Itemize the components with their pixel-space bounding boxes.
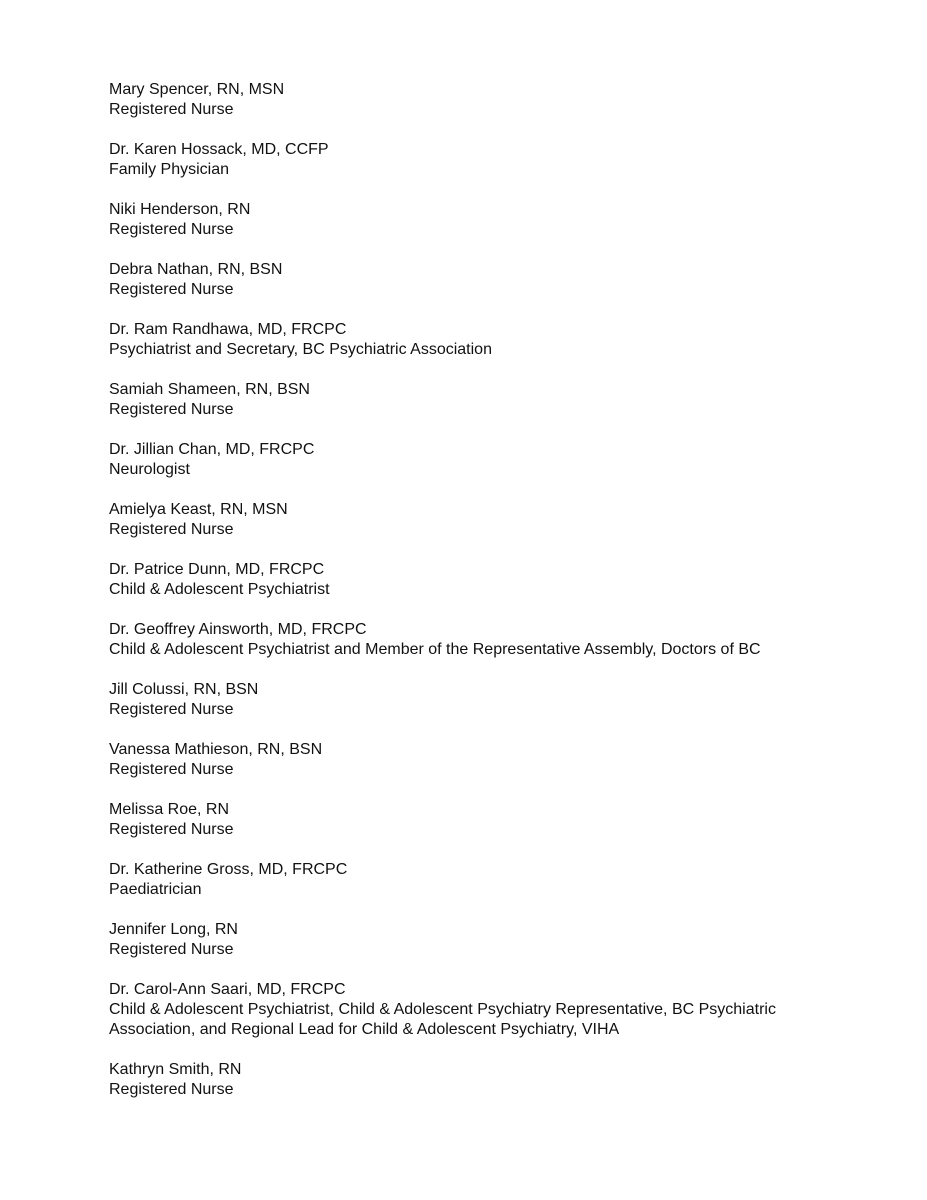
signatory-role: Registered Nurse [109, 521, 234, 538]
signatory-name: Dr. Geoffrey Ainsworth, MD, FRCPC [109, 621, 367, 638]
signatory-name: Dr. Katherine Gross, MD, FRCPC [109, 861, 348, 878]
signatory-role: Child & Adolescent Psychiatrist, Child & Adolescent Psychiatry Representative, BC Psychiatric Association, and Regional Lead for Child & Adolescent Psychiatry, VIHA [109, 1001, 776, 1038]
signatory-entry [109, 620, 849, 660]
signatory-name: Dr. Ram Randhawa, MD, FRCPC [109, 321, 347, 338]
signatory-entry [109, 980, 849, 1040]
signatory-entry [109, 200, 849, 240]
signatory-name: Dr. Jillian Chan, MD, FRCPC [109, 441, 315, 458]
signatory-role: Paediatrician [109, 881, 202, 898]
signatory-role: Registered Nurse [109, 221, 234, 238]
signatory-name: Kathryn Smith, RN [109, 1061, 242, 1078]
signatory-entry [109, 920, 849, 960]
signatory-name: Jennifer Long, RN [109, 921, 238, 938]
signatory-role: Registered Nurse [109, 941, 234, 958]
signatory-role: Registered Nurse [109, 101, 234, 118]
signatory-name: Samiah Shameen, RN, BSN [109, 381, 310, 398]
signatory-entry [109, 500, 849, 540]
signatory-entry [109, 800, 849, 840]
signatory-role: Registered Nurse [109, 401, 234, 418]
signatory-name: Dr. Karen Hossack, MD, CCFP [109, 141, 329, 158]
signatory-name: Vanessa Mathieson, RN, BSN [109, 741, 323, 758]
signatory-entry [109, 560, 849, 600]
signatory-name: Dr. Carol-Ann Saari, MD, FRCPC [109, 981, 346, 998]
signatory-entry [109, 680, 849, 720]
signatory-entry [109, 260, 849, 300]
signatory-name: Niki Henderson, RN [109, 201, 251, 218]
signatory-list [109, 80, 849, 1120]
signatory-entry [109, 740, 849, 780]
signatory-entry [109, 860, 849, 900]
signatory-role: Neurologist [109, 461, 190, 478]
signatory-role: Psychiatrist and Secretary, BC Psychiatric Association [109, 341, 492, 358]
signatory-name: Melissa Roe, RN [109, 801, 230, 818]
signatory-entry [109, 1060, 849, 1100]
signatory-role: Registered Nurse [109, 761, 234, 778]
signatory-role: Registered Nurse [109, 821, 234, 838]
signatory-role: Child & Adolescent Psychiatrist and Member of the Representative Assembly, Doctors of BC [109, 641, 761, 658]
signatory-role: Family Physician [109, 161, 230, 178]
signatory-role: Child & Adolescent Psychiatrist [109, 581, 330, 598]
signatory-entry [109, 320, 849, 360]
signatory-name: Jill Colussi, RN, BSN [109, 681, 259, 698]
signatory-entry [109, 440, 849, 480]
signatory-role: Registered Nurse [109, 701, 234, 718]
signatory-entry [109, 380, 849, 420]
signatory-name: Debra Nathan, RN, BSN [109, 261, 283, 278]
signatory-name: Amielya Keast, RN, MSN [109, 501, 288, 518]
signatory-role: Registered Nurse [109, 281, 234, 298]
signatory-role: Registered Nurse [109, 1081, 234, 1098]
signatory-entry [109, 140, 849, 180]
signatory-name: Dr. Patrice Dunn, MD, FRCPC [109, 561, 325, 578]
signatory-entry [109, 80, 849, 120]
signatory-name: Mary Spencer, RN, MSN [109, 81, 285, 98]
